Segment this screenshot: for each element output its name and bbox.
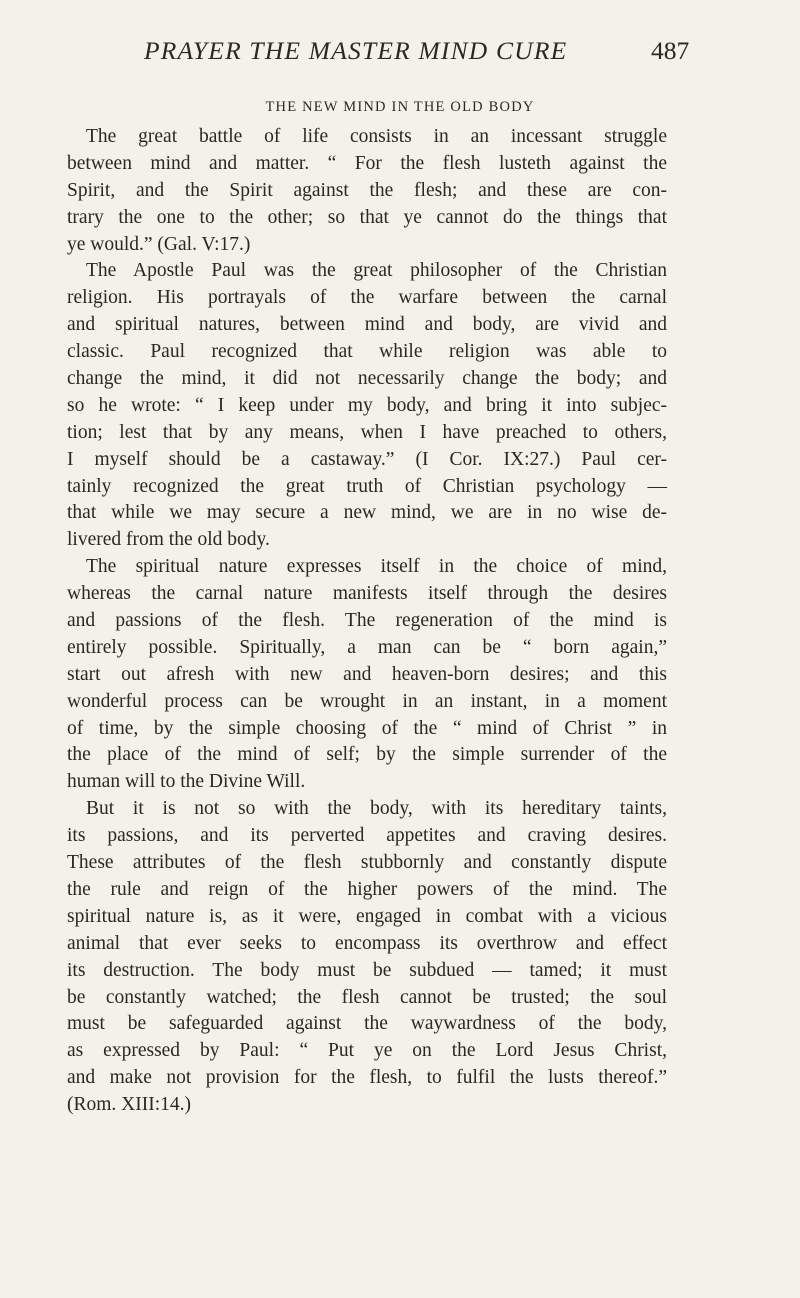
text-line: religion. His portrayals of the warfare between the carnal: [67, 287, 667, 309]
text-line: and passions of the flesh. The regeneration of the mind is: [67, 610, 667, 632]
text-line: (Rom. XIII:14.): [67, 1094, 192, 1116]
text-line: wonderful process can be wrought in an instant, in a moment: [67, 690, 667, 712]
text-line: start out afresh with new and heaven-born desires; and this: [67, 663, 667, 685]
text-line: and spiritual natures, between mind and body, are vivid and: [67, 314, 667, 336]
text-line: change the mind, it did not necessarily change the body; and: [67, 368, 667, 390]
text-line: The Apostle Paul was the great philosopher of the Christian: [86, 260, 667, 282]
text-line: as expressed by Paul: “ Put ye on the Lord Jesus Christ,: [67, 1040, 667, 1062]
text-line: so he wrote: “ I keep under my body, and bring it into subjec-: [67, 394, 667, 416]
text-line: The spiritual nature expresses itself in the choice of mind,: [86, 556, 667, 578]
text-line: The great battle of life consists in an incessant struggle: [86, 126, 667, 147]
running-title: PRAYER THE MASTER MIND CURE: [144, 36, 568, 65]
text-line: But it is not so with the body, with its hereditary taints,: [86, 798, 667, 820]
text-line: human will to the Divine Will.: [67, 771, 306, 793]
text-line: entirely possible. Spiritually, a man can be “ born again,”: [67, 636, 667, 658]
text-line: be constantly watched; the flesh cannot be trusted; the soul: [67, 986, 667, 1008]
text-line: its passions, and its perverted appetites and craving desires.: [67, 825, 667, 847]
text-line: that while we may secure a new mind, we are in no wise de-: [67, 502, 667, 524]
section-heading: THE NEW MIND IN THE OLD BODY: [265, 99, 535, 115]
text-line: These attributes of the flesh stubbornly and constantly dispute: [67, 852, 667, 874]
text-line: tainly recognized the great truth of Christian psychology —: [67, 475, 667, 497]
text-line: animal that ever seeks to encompass its overthrow and effect: [67, 932, 667, 954]
text-line: the rule and reign of the higher powers of the mind. The: [67, 878, 667, 900]
text-line: must be safeguarded against the waywardness of the body,: [67, 1013, 667, 1035]
text-line: livered from the old body.: [67, 529, 270, 551]
text-line: Spirit, and the Spirit against the flesh; and these are con-: [67, 179, 667, 201]
text-line: of time, by the simple choosing of the “ mind of Christ ” in: [67, 717, 667, 739]
text-line: classic. Paul recognized that while religion was able to: [67, 341, 667, 363]
text-line: whereas the carnal nature manifests itself through the desires: [67, 583, 667, 605]
text-line: and make not provision for the flesh, to fulfil the lusts thereof.”: [67, 1067, 667, 1089]
text-line: the place of the mind of self; by the simple surrender of the: [67, 744, 667, 766]
text-line: trary the one to the other; so that ye cannot do the things that: [67, 206, 667, 228]
text-line: spiritual nature is, as it were, engaged in combat with a vicious: [67, 905, 667, 927]
text-line: tion; lest that by any means, when I have preached to others,: [67, 421, 667, 443]
text-line: its destruction. The body must be subdued — tamed; it must: [67, 959, 667, 981]
text-line: between mind and matter. “ For the flesh lusteth against the: [67, 152, 667, 174]
text-line: ye would.” (Gal. V:17.): [67, 233, 251, 255]
page-number: 487: [651, 36, 690, 65]
text-line: I myself should be a castaway.” (I Cor. IX:27.) Paul cer-: [67, 448, 667, 470]
running-head: [0, 36, 800, 76]
body-text: [67, 124, 667, 1119]
